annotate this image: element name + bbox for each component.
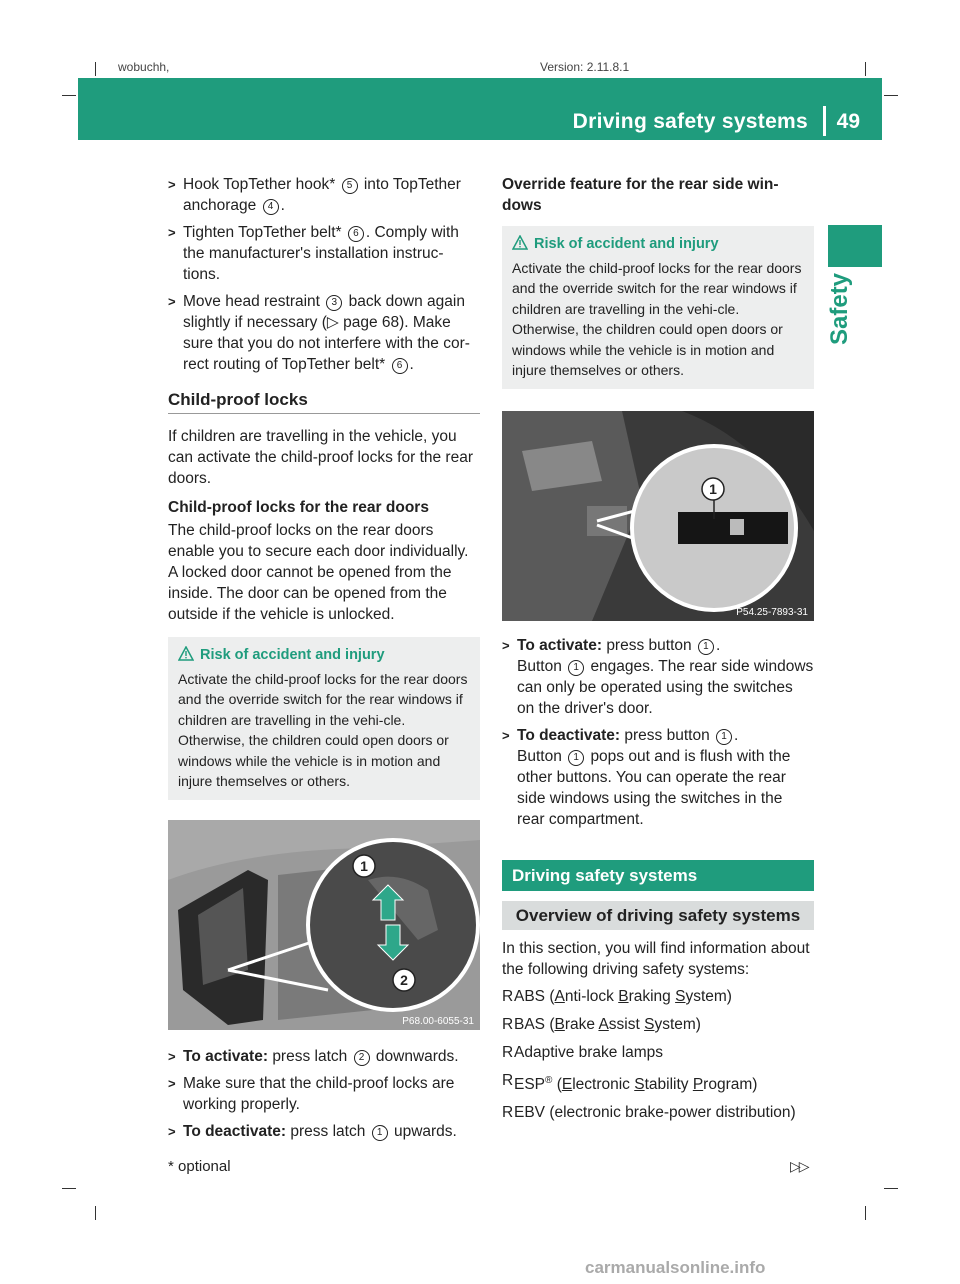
step-activate-override: > To activate: press button 1 . Button 1 engages. The rear side windows can only be operated using the switches on the driver's door.	[502, 636, 814, 717]
warning-box: Risk of accident and injury Activate the child-proof locks for the rear doors and the override switch for the rear windows if children are travelling in the vehi-cle. Otherwise, the children could open doors or windows while the vehicle is in motion and injure themselves or others.	[168, 637, 480, 800]
warning-icon	[178, 646, 194, 661]
continue-arrows: ▷▷	[790, 1158, 808, 1174]
photo-code: P54.25-7893-31	[736, 606, 808, 618]
photo-callout-1: 1	[709, 480, 717, 497]
heading-child-proof: Child-proof locks	[168, 389, 480, 414]
subsection-overview: Overview of driving safety systems	[502, 901, 814, 930]
header-separator	[823, 106, 826, 136]
list-item: R ESP® (Electronic Stability Program)	[502, 1071, 758, 1093]
door-latch-photo	[168, 820, 480, 1030]
rear-doors-text: The child-proof locks on the rear doors enable you to secure each door individually. A locked door cannot be opened from the inside. The door can be opened from the outside if the vehicle is unlocked.	[168, 522, 469, 623]
step-activate: > To activate: press latch 2 downwards.	[168, 1047, 459, 1065]
section-driving-safety: Driving safety systems	[502, 860, 814, 891]
step-deactivate-override: > To deactivate: press button 1 . Button 1 pops out and is flush with the other buttons. You can operate the rear side windows using the switches in the rear compartment.	[502, 726, 791, 828]
step-hook: > Hook TopTether hook* 5 into TopTether anchorage 4 .	[168, 176, 461, 214]
warning-icon	[512, 235, 528, 250]
heading-override: Override feature for the rear side win-dows	[502, 176, 779, 214]
list-item: R EBV (electronic brake-power distribution)	[502, 1103, 796, 1121]
left-column	[168, 174, 480, 1148]
list-item: R Adaptive brake lamps	[502, 1043, 664, 1061]
section-tab	[828, 225, 882, 267]
photo-callout-1: 1	[360, 857, 368, 874]
list-item: R BAS (Brake Assist System)	[502, 1015, 701, 1033]
right-column	[502, 174, 814, 1130]
footer-optional: * optional	[168, 1158, 231, 1175]
page-reference-link[interactable]: page 68	[343, 314, 400, 331]
photo-code: P68.00-6055-31	[402, 1015, 474, 1027]
photo-callout-2: 2	[400, 971, 408, 988]
page-number: 49	[836, 110, 860, 133]
step-tighten: > Tighten TopTether belt* 6 . Comply with the manufacturer's installation instruc-tions.	[168, 224, 459, 283]
intro-text: If children are travelling in the vehicle, you can activate the child-proof locks for the rear doors.	[168, 428, 473, 487]
list-item: R ABS (Anti-lock Braking System)	[502, 987, 732, 1005]
warning-box-right: Risk of accident and injury Activate the child-proof locks for the rear doors and the override switch for the rear windows if children are travelling in the vehi-cle. Otherwise, the children could open doors or windows while the vehicle is in motion and injure themselves or others.	[502, 226, 814, 389]
section-label: Safety	[826, 272, 853, 345]
meta-right: Version: 2.11.8.1	[540, 60, 630, 74]
header-bar	[78, 78, 882, 140]
watermark: carmanualsonline.info	[585, 1258, 766, 1277]
step-check: > Make sure that the child-proof locks are working properly.	[168, 1074, 455, 1113]
overview-intro: In this section, you will find information about the following driving safety systems:	[502, 939, 810, 978]
subheading-rear-doors: Child-proof locks for the rear doors	[168, 499, 429, 516]
step-head-restraint: > Move head restraint 3 back down again slightly if necessary (▷ page 68). Make sure that you do not interfere with the cor-rect routing of TopTether belt* 6 .	[168, 293, 470, 373]
step-deactivate: > To deactivate: press latch 1 upwards.	[168, 1122, 457, 1140]
meta-left: wobuchh,	[118, 60, 170, 74]
header-title: Driving safety systems	[572, 110, 808, 133]
override-switch-photo	[502, 411, 814, 621]
